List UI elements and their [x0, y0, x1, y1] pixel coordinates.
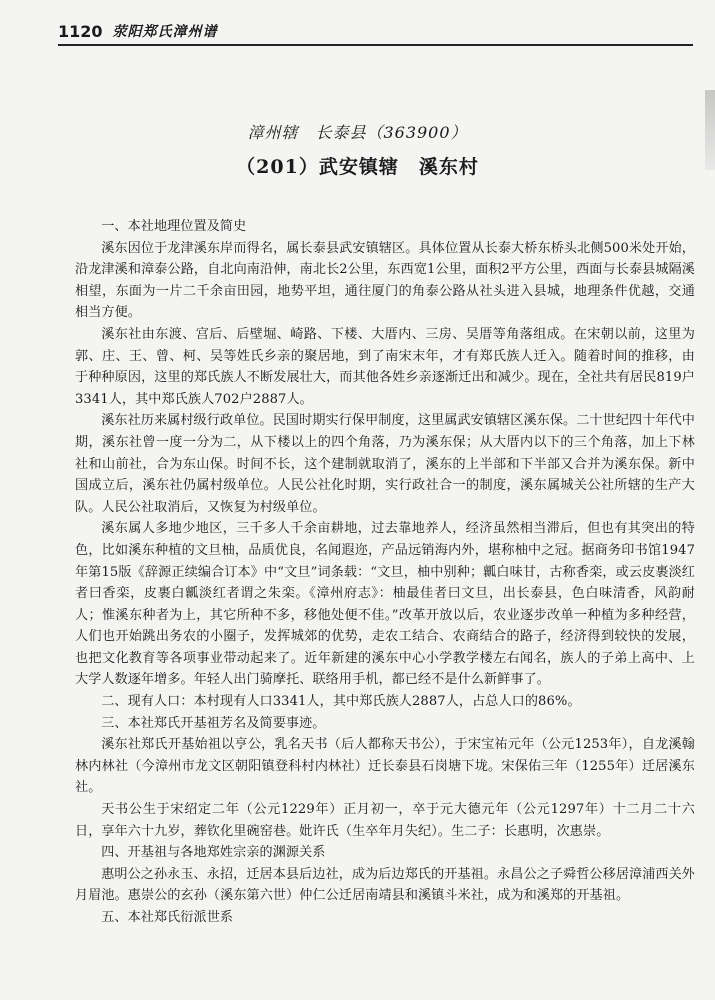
paragraph: 溪东社由东渡、宫后、后壁堀、崎路、下楼、大厝内、三房、吴厝等角落组成。在宋朝以前，这里为郭、庄、王、曾、柯、吴等姓氏乡亲的聚居地，到了南宋末年，才有郑氏族人迁入。随着时间的推移，由于种种原因，这里的郑氏族人不断发展壮大，而其他各姓乡亲逐渐迁出和减少。现在，全社共有居民819户3341人，其中郑氏族人702户2887人。 — [75, 326, 695, 407]
paragraph: 溪东社郑氏开基始祖以亨公，乳名天书（后人都称天书公），于宋宝祐元年（公元1253年），自龙溪翰林内林社（今漳州市龙文区朝阳镇登科村内林社）迁长泰县石岗塘下垅。宋保佑三年（1255年）迁居溪东社。 — [75, 737, 695, 796]
section-heading: 二、现有人口：本村现有人口3341人，其中郑氏族人2887人，占总人口的86%。 — [101, 694, 581, 710]
section-heading: 五、本社郑氏衍派世系 — [101, 910, 234, 925]
document-title: （201）武安镇辖 溪东村 — [236, 156, 479, 178]
paragraph: 天书公生于宋绍定二年（公元1229年）正月初一，卒于元大德元年（公元1297年）十二月二十六日，享年六十九岁，葬钦化里碗窑巷。妣许氏（生卒年月失纪）。生二子：长惠明，次惠崇。 — [75, 802, 695, 839]
paragraph: 溪东属人多地少地区，三千多人千余亩耕地，过去靠地养人，经济虽然相当滞后，但也有其突出的特色，比如溪东种植的文旦柚，品质优良，名闻遐迩，产品远销海内外，堪称柚中之冠。据商务印书馆1947年第15版《辞源正续编合订本》中“文旦”词条载：“文旦，柚中别种；瓤白味甘，古称香栾，或云皮裹淡红者曰香栾，皮裹白瓤淡红者谓之朱栾。《漳州府志》：柚最佳者曰文旦，出长泰县，色白味清香，风韵耐人；惟溪东种者为上，其它所种不多，移他处便不佳。”改革开放以后，农业逐步改单一种植为多种经营，人们也开始跳出务农的小圈子，发挥城郊的优势，走农工结合、农商结合的路子，经济得到较快的发展，也把文化教育等各项事业带动起来了。近年新建的溪东中心小学教学楼左右闻名，族人的子弟上高中、上大学人数逐年增多。年轻人出门骑摩托、联络用手机，都已经不是什么新鲜事了。 — [75, 521, 695, 688]
section-heading: 一、本社地理位置及简史 — [101, 219, 247, 234]
paragraph: 惠明公之孙永玉、永招，迁居本县后边社，成为后边郑氏的开基祖。永昌公之子舜哲公移居漳浦西关外月眉池。惠崇公的玄孙（溪东第六世）仲仁公迁居南靖县和溪镇斗米社，成为和溪郑的开基祖。 — [75, 866, 695, 904]
section-heading: 四、开基祖与各地郑姓宗亲的渊源关系 — [101, 845, 326, 861]
document-subtitle: 漳州辖 长泰县（363900） — [247, 123, 468, 142]
section-heading: 三、本社郑氏开基祖芳名及简要事迹。 — [101, 715, 326, 731]
paragraph: 溪东社历来属村级行政单位。民国时期实行保甲制度，这里属武安镇辖区溪东保。二十世纪四十年代中期，溪东社曾一度一分为二，从下楼以上的四个角落，乃为溪东保；从大厝内以下的三个角落，加上下林社和山前社，合为东山保。时间不长，这个建制就取消了，溪东的上半部和下半部又合并为溪东保。新中国成立后，溪东社仍属村级单位。人民公社化时期，实行政社合一的制度，溪东属城关公社所辖的生产大队。人民公社取消后，又恢复为村级单位。 — [75, 413, 695, 515]
running-header-title: 荥阳郑氏漳州谱 — [112, 24, 218, 40]
paragraph: 溪东因位于龙津溪东岸而得名，属长泰县武安镇辖区。具体位置从长泰大桥东桥头北侧500米处开始，沿龙津溪和漳泰公路，自北向南沿伸，南北长2公里，东西宽1公里，面积2平方公里，西面与长泰县城隔溪相望，东面为一片二千余亩田园，地势平坦，通往厦门的角泰公路从社头进入县城，地理条件优越，交通相当方便。 — [75, 240, 695, 321]
running-header — [58, 18, 693, 46]
body-text — [75, 216, 695, 929]
page-number: 1120 — [58, 22, 103, 41]
